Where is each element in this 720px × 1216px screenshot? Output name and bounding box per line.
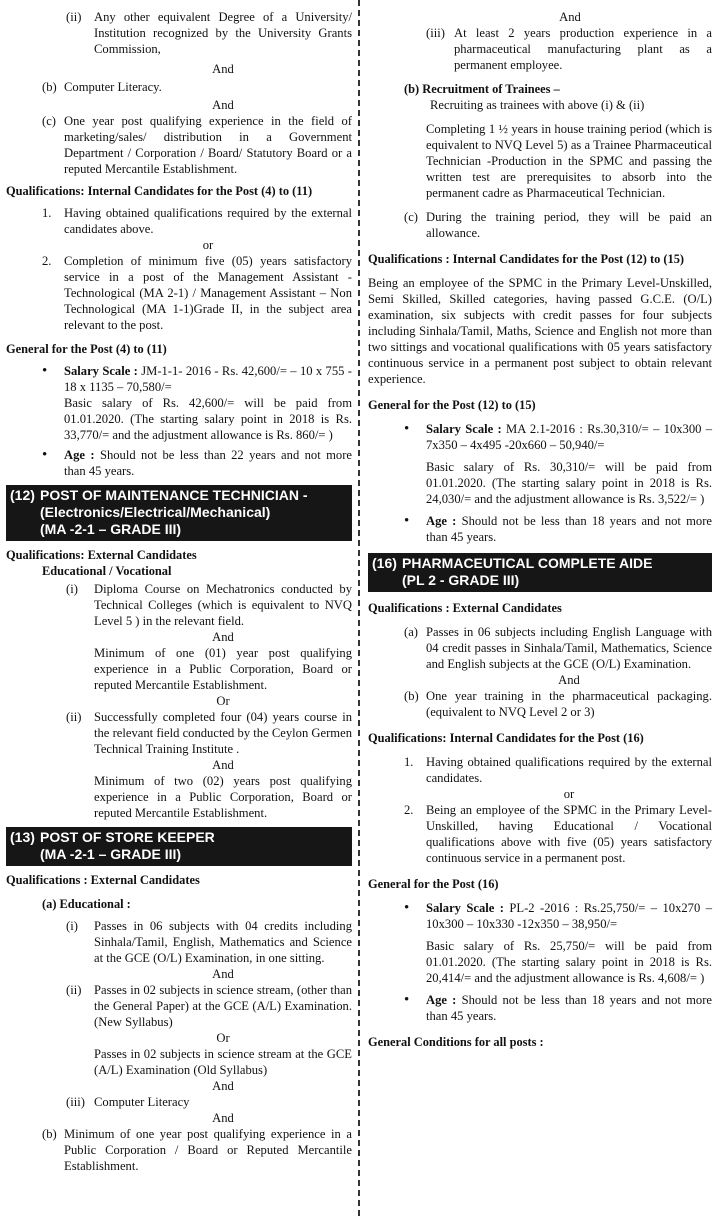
post-12-item-ii: (ii) Successfully completed four (04) years course in the relevant field conducted by the Ceylon Germen Technical Training Institute . And Minimum of two (02) years post qualifying experience in a Public Corporation, Board or reputed Mercantile Establishment. — [66, 710, 352, 820]
left-column: (ii) Any other equivalent Degree of a University/ Institution recognized by the University Grants Commission, And (b) Computer Literacy. And (c) One year post qualifying experience in the field of marketing/sales/ distribution in a Government Department / Corporation / Board/ Statutory Board or a reputed Mercantile Establishment. Qualifications: Internal Candidates for the Post (4) to (11) 1. Having obtained qualifications required by the external candidates above. or 2. Completion of minimum five (05) years satisfactory service in a post of the Management Assistant - Technological (MA 2-1) / Management Assistant – Non Technological (MA 1-1)Grade II, in the subject area relevant to the post. General for the Post (4) to (11) • Salary Scale : JM-1-1- 2016 - Rs. 42,600/= – 10 x 755 - 18 x 1135 – 70,580/= Basic salary of Rs. 42,600/= will be paid from 01.01.2020. (The starting salary point in 2018 is Rs. 33,770/= and the adjustment allowance is Rs. 860/= ) • Age : Should not be less than 22 years and not more than 45 years. (12) POST OF MAINTENANCE TECHNICIAN - (Electronics/Electrical/Mechanical) (MA -2-1 – GRADE III) Qualifications: External Candidates Educational / Vocational (i) Diploma Course on Mechatronics conducted by Technical Colleges (which is equivalent to NVQ Level 5 ) in the relevant field. And Minimum of one (01) year post qualifying experience in a Public Corporation, Board or reputed Mercantile Establishment. Or (ii) Successfully completed four (04) years course in the relevant field conducted by the Ceylon Germen Technical Training Institute . And Minimum of two (02) years post qualifying experience in a Public Corporation, Board or reputed Mercantile Establishment. (13) POST OF STORE KEEPER (MA -2-1 – GRADE III) Qualifications : External Candidates (a) Educational : (i) Passes in 06 subjects with 04 credits including Sinhala/Tamil, English, Mathematics and Science at the GCE (O/L) Examination, in one sitting. And (ii) Passes in 02 subjects in science stream, (other than the General Paper) at the GCE (A/L) Examination. (New Syllabus) Or Passes in 02 subjects in science stream at the GCE (A/L) Examination (Old Syllabus) And (iii) Computer Literacy And (b) Minimum of one year post qualifying experience in a Public Corporation / Board or Reputed Mercantile Establishment. — [6, 10, 352, 1173]
qualification-iii: (iii) At least 2 years production experience in a pharmaceutical manufacturing plant as a permanent employee. — [426, 26, 712, 72]
qualification-b: (b) Computer Literacy. — [42, 80, 162, 94]
post-12-banner: (12) POST OF MAINTENANCE TECHNICIAN - (Electronics/Electrical/Mechanical) (MA -2-1 – GRADE III) — [6, 485, 352, 541]
internal-16-item-2: 2. Being an employee of the SPMC in the Primary Level-Unskilled, having Educational / Vocational qualifications above with five (05) years satisfactory continuous service in a permanent post. — [404, 803, 712, 865]
post-16-item-b: (b) One year training in the pharmaceutical packaging. (equivalent to NVQ Level 2 or 3) — [404, 689, 712, 719]
age-requirement: • Age : Should not be less than 22 years and not more than 45 years. — [42, 447, 352, 478]
post-13-item-b: (b) Minimum of one year post qualifying experience in a Public Corporation / Board or Reputed Mercantile Establishment. — [42, 1127, 352, 1173]
general-12-15-heading: General for the Post (12) to (15) — [368, 398, 536, 412]
age-requirement-12-15: • Age : Should not be less than 18 years and not more than 45 years. — [404, 513, 713, 544]
post-13-item-ii: (ii) Passes in 02 subjects in science stream, (other than the General Paper) at the GCE (A/L) Examination. (New Syllabus) Or Passes in 02 subjects in science stream at the GCE (A/L) Examination (Old Syllabus) And — [66, 983, 352, 1093]
salary-scale: • Salary Scale : JM-1-1- 2016 - Rs. 42,600/= – 10 x 755 - 18 x 1135 – 70,580/= Basic salary of Rs. 42,600/= will be paid from 01.01.2020. (The starting salary point in 2018 is Rs. 33,770/= and the adjustment allowance is Rs. 860/= ) — [42, 363, 352, 442]
post-13-item-i: (i) Passes in 06 subjects with 04 credits including Sinhala/Tamil, English, Mathematics and Science at the GCE (O/L) Examination, in one sitting. And — [66, 919, 352, 981]
general-conditions-heading: General Conditions for all posts : — [368, 1035, 544, 1049]
recruitment-trainees-heading: (b) Recruitment of Trainees – — [404, 82, 560, 96]
internal-item-1: 1. Having obtained qualifications required by the external candidates above. — [42, 206, 352, 236]
internal-16-heading: Qualifications: Internal Candidates for the Post (16) — [368, 731, 644, 745]
post-16-banner: (16) PHARMACEUTICAL COMPLETE AIDE (PL 2 - GRADE III) — [368, 553, 712, 592]
salary-scale-12-15: • Salary Scale : MA 2.1-2016 : Rs.30,310/= – 10x300 – 7x350 – 4x495 -20x660 – 50,940/= Basic salary of Rs. 30,310/= will be paid from 01.01.2020. (The starting salary point in 2018 is Rs. 24,030/= and the adjustment allowance is Rs. 3,522/= ) — [404, 421, 713, 506]
post-13-banner: (13) POST OF STORE KEEPER (MA -2-1 – GRADE III) — [6, 827, 352, 866]
post-16-item-a: (a) Passes in 06 subjects including English Language with 04 credit passes in Sinhala/Tamil, Mathematics, Science and English subjects at the GCE (O/L) Examination. And — [404, 625, 712, 687]
right-column: And (iii) At least 2 years production experience in a pharmaceutical manufacturing plant as a permanent employee. (b) Recruitment of Trainees – Recruiting as trainees with above (i) & (ii) Completing 1 ½ years in house training period (which is equivalent to NVQ Level 5) as a Trainee Pharmaceutical Technician -Production in the SPMC and passing the written test are prerequisites to absorb into the permanent cadre as Pharmaceutical Technician. (c) During the training period, they will be paid an allowance. Qualifications : Internal Candidates for the Post (12) to (15) Being an employee of the SPMC in the Primary Level-Unskilled, Semi Skilled, Skilled categories, having passed G.C.E. (O/L) examination, six subjects with credit passes for four subjects including Sinhala/Tamil, Maths, Science and English not more than two sittings and vocational qualifications with 05 years satisfactory continuous service in a permanent post subject to obtain relevant experience. General for the Post (12) to (15) • Salary Scale : MA 2.1-2016 : Rs.30,310/= – 10x300 – 7x350 – 4x495 -20x660 – 50,940/= Basic salary of Rs. 30,310/= will be paid from 01.01.2020. (The starting salary point in 2018 is Rs. 24,030/= and the adjustment allowance is Rs. 3,522/= ) • Age : Should not be less than 18 years and not more than 45 years. (16) PHARMACEUTICAL COMPLETE AIDE (PL 2 - GRADE III) Qualifications : External Candidates (a) Passes in 06 subjects including English Language with 04 credit passes in Sinhala/Tamil, Mathematics, Science and English subjects at the GCE (O/L) Examination. And (b) One year training in the pharmaceutical packaging. (equivalent to NVQ Level 2 or 3) Qualifications: Internal Candidates for the Post (16) 1. Having obtained qualifications required by the external candidates. or 2. Being an employee of the SPMC in the Primary Level-Unskilled, having Educational / Vocational qualifications above with five (05) years satisfactory continuous service in a permanent post. General for the Post (16) • Salary Scale : PL-2 -2016 : Rs.25,750/= – 10x270 – 10x300 – 10x330 -12x350 – 38,950/= Basic salary of Rs. 25,750/= will be paid from 01.01.2020. (The starting salary point in 2018 is Rs. 20,414/= and the adjustment allowance is Rs. 4,608/= ) • Age : Should not be less than 18 years and not more than 45 years. General Conditions for all posts : — [368, 10, 713, 1049]
general-heading: General for the Post (4) to (11) — [6, 342, 167, 356]
general-16-heading: General for the Post (16) — [368, 877, 499, 891]
salary-scale-16: • Salary Scale : PL-2 -2016 : Rs.25,750/= – 10x270 – 10x300 – 10x330 -12x350 – 38,950/= Basic salary of Rs. 25,750/= will be paid from 01.01.2020. (The starting salary point in 2018 is Rs. 20,414/= and the adjustment allowance is Rs. 4,608/= ) — [404, 900, 712, 985]
trainee-allowance: (c) During the training period, they will be paid an allowance. — [404, 210, 712, 240]
column-divider — [358, 0, 360, 1216]
qualification-c: (c) One year post qualifying experience in the field of marketing/sales/ distribution in a Government Department / Corporation / Board/ Statutory Board or a reputed Mercantile Establishment. — [42, 114, 352, 176]
post-12-item-i: (i) Diploma Course on Mechatronics conducted by Technical Colleges (which is equivalent to NVQ Level 5 ) in the relevant field. And Minimum of one (01) year post qualifying experience in a Public Corporation, Board or reputed Mercantile Establishment. Or — [66, 582, 352, 708]
internal-item-2: 2. Completion of minimum five (05) years satisfactory service in a post of the Management Assistant - Technological (MA 2-1) / Management Assistant – Non Technological (MA 1-1)Grade II, in the subject area relevant to the post. — [42, 254, 352, 332]
post-13-item-iii: (iii) Computer Literacy And — [66, 1095, 234, 1125]
internal-16-item-1: 1. Having obtained qualifications required by the external candidates. or — [404, 755, 712, 801]
age-requirement-16: • Age : Should not be less than 18 years and not more than 45 years. — [404, 992, 713, 1023]
qualification-ii: (ii) Any other equivalent Degree of a University/ Institution recognized by the University Grants Commission, — [66, 10, 352, 56]
internal-candidates-12-15-heading: Qualifications : Internal Candidates for the Post (12) to (15) — [368, 252, 685, 266]
internal-candidates-heading: Qualifications: Internal Candidates for the Post (4) to (11) — [6, 184, 313, 198]
